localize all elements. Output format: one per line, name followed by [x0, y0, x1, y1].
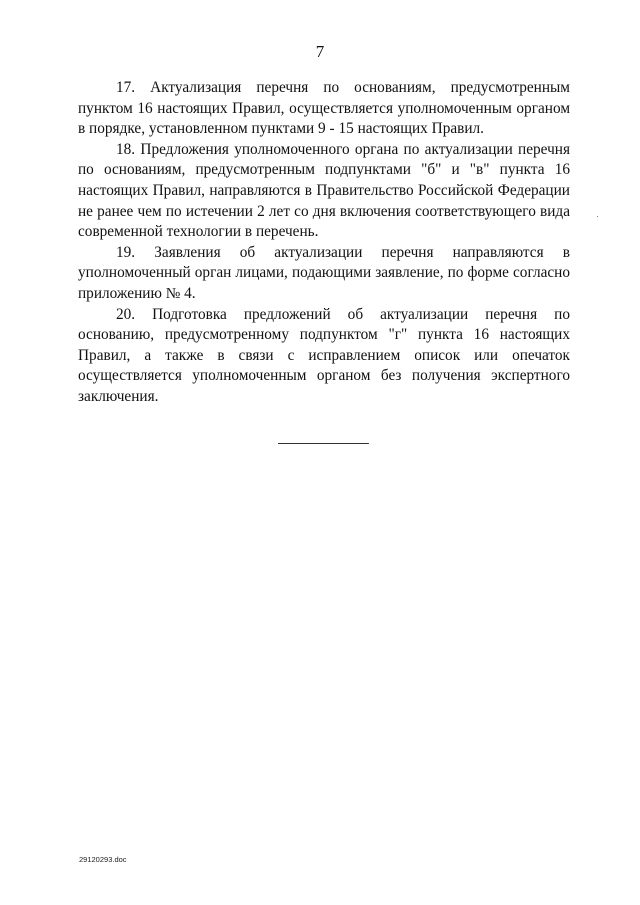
margin-dot: [597, 216, 598, 217]
paragraph-19: 19. Заявления об актуализации перечня направляются в уполномоченный орган лицами, подающими заявление, по форме согласно приложению № 4.: [78, 243, 570, 302]
paragraph-20: 20. Подготовка предложений об актуализации перечня по основанию, предусмотренному подпунктом "г" пункта 16 настоящих Правил, а также в связи с исправлением описок или опечаток осуществляется уполномоченным органом без получения экспертного заключения.: [78, 305, 570, 405]
end-separator-line: [278, 443, 369, 444]
page-number: 7: [315, 42, 325, 61]
paragraph-17: 17. Актуализация перечня по основаниям, предусмотренным пунктом 16 настоящих Правил, осуществляется уполномоченным органом в порядке, установленном пунктами 9 - 15 настоящих Правил.: [78, 79, 570, 138]
document-body: [78, 78, 570, 408]
footer-doc-id: 29120293.doc: [79, 855, 127, 864]
paragraph-18: 18. Предложения уполномоченного органа по актуализации перечня по основаниям, предусмотренным подпунктами "б" и "в" пункта 16 настоящих Правил, направляются в Правительство Российской Федерации не ранее чем по истечении 2 лет со дня включения соответствующего вида современной технологии в перечень.: [78, 140, 570, 241]
